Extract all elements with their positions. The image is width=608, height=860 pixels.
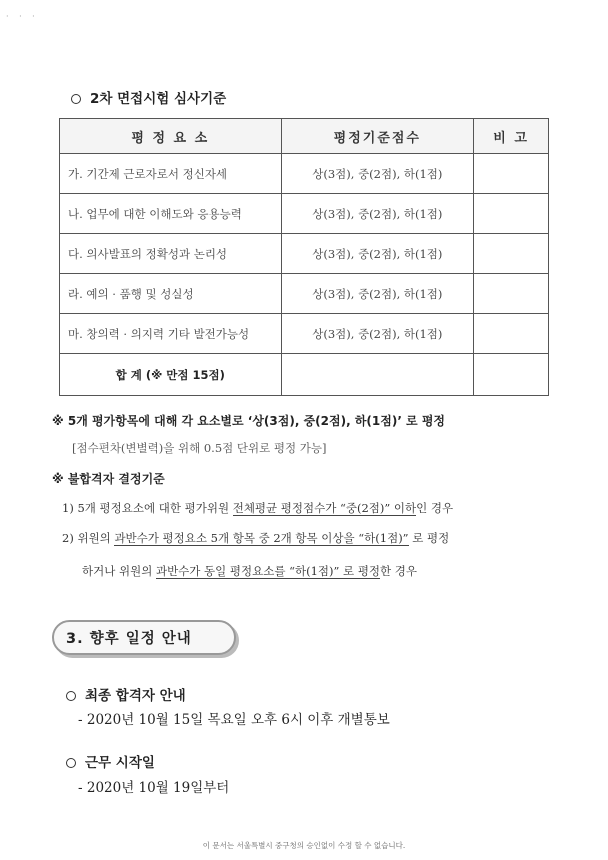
circle-bullet-icon [66, 758, 76, 768]
row-score: 상(3점), 중(2점), 하(1점) [281, 234, 474, 274]
work-start-heading: 근무 시작일 [66, 751, 155, 771]
table-header-row [60, 119, 549, 154]
row-item: 나. 업무에 대한 이해도와 응용능력 [60, 194, 282, 234]
corner-marks: · · · [6, 12, 39, 21]
header-evaluation-element: 평 정 요 소 [60, 119, 282, 154]
row-item: 라. 예의 · 품행 및 성실성 [60, 274, 282, 314]
footer-notice: 이 문서는 서울특별시 중구청의 승인없이 수정 할 수 없습니다. [202, 841, 406, 850]
table-row [60, 154, 549, 194]
fail-criteria-heading: ※ 불합격자 결정기준 [52, 472, 165, 486]
scoring-note: ※ 5개 평가항목에 대해 각 요소별로 ‘상(3점), 중(2점), 하(1점)’ 로 평정 [52, 414, 446, 428]
row-score: 상(3점), 중(2점), 하(1점) [281, 314, 474, 354]
row-remarks [474, 274, 549, 314]
circle-bullet-icon [66, 691, 76, 701]
total-remarks [474, 354, 549, 396]
header-remarks: 비 고 [474, 119, 549, 154]
header-score-standard: 평정기준점수 [281, 119, 474, 154]
final-result-heading: 최종 합격자 안내 [66, 684, 186, 704]
row-remarks [474, 314, 549, 354]
fail-criterion-2: 2) 위원의 과반수가 평정요소 5개 항목 중 2개 항목 이상을 “하(1점)” 로 평정 [62, 531, 450, 545]
table-row [60, 194, 549, 234]
row-item: 마. 창의력 · 의지력 기타 발전가능성 [60, 314, 282, 354]
scoring-note-sub: [점수편차(변별력)을 위해 0.5점 단위로 평정 가능] [72, 441, 327, 455]
row-item: 가. 기간제 근로자로서 정신자세 [60, 154, 282, 194]
row-remarks [474, 194, 549, 234]
table-row [60, 274, 549, 314]
row-remarks [474, 154, 549, 194]
schedule-section-title: 3. 향후 일정 안내 [52, 620, 236, 655]
fail-criterion-1: 1) 5개 평정요소에 대한 평가위원 전체평균 평정점수가 “중(2점)” 이하인 경우 [62, 501, 454, 515]
table-row [60, 314, 549, 354]
row-score: 상(3점), 중(2점), 하(1점) [281, 194, 474, 234]
table-row [60, 234, 549, 274]
fail-criterion-2-continued: 하거나 위원의 과반수가 동일 평정요소를 “하(1점)” 로 평정한 경우 [82, 564, 418, 578]
table-total-row [60, 354, 549, 396]
total-label: 합 계 (※ 만점 15점) [60, 354, 282, 396]
interview-criteria-heading: 2차 면접시험 심사기준 [71, 87, 226, 107]
final-result-detail: - 2020년 10월 15일 목요일 오후 6시 이후 개별통보 [78, 712, 390, 728]
row-item: 다. 의사발표의 정확성과 논리성 [60, 234, 282, 274]
evaluation-criteria-table [59, 118, 549, 396]
row-remarks [474, 234, 549, 274]
row-score: 상(3점), 중(2점), 하(1점) [281, 154, 474, 194]
row-score: 상(3점), 중(2점), 하(1점) [281, 274, 474, 314]
total-score [281, 354, 474, 396]
circle-bullet-icon [71, 94, 81, 104]
work-start-detail: - 2020년 10월 19일부터 [78, 780, 230, 796]
